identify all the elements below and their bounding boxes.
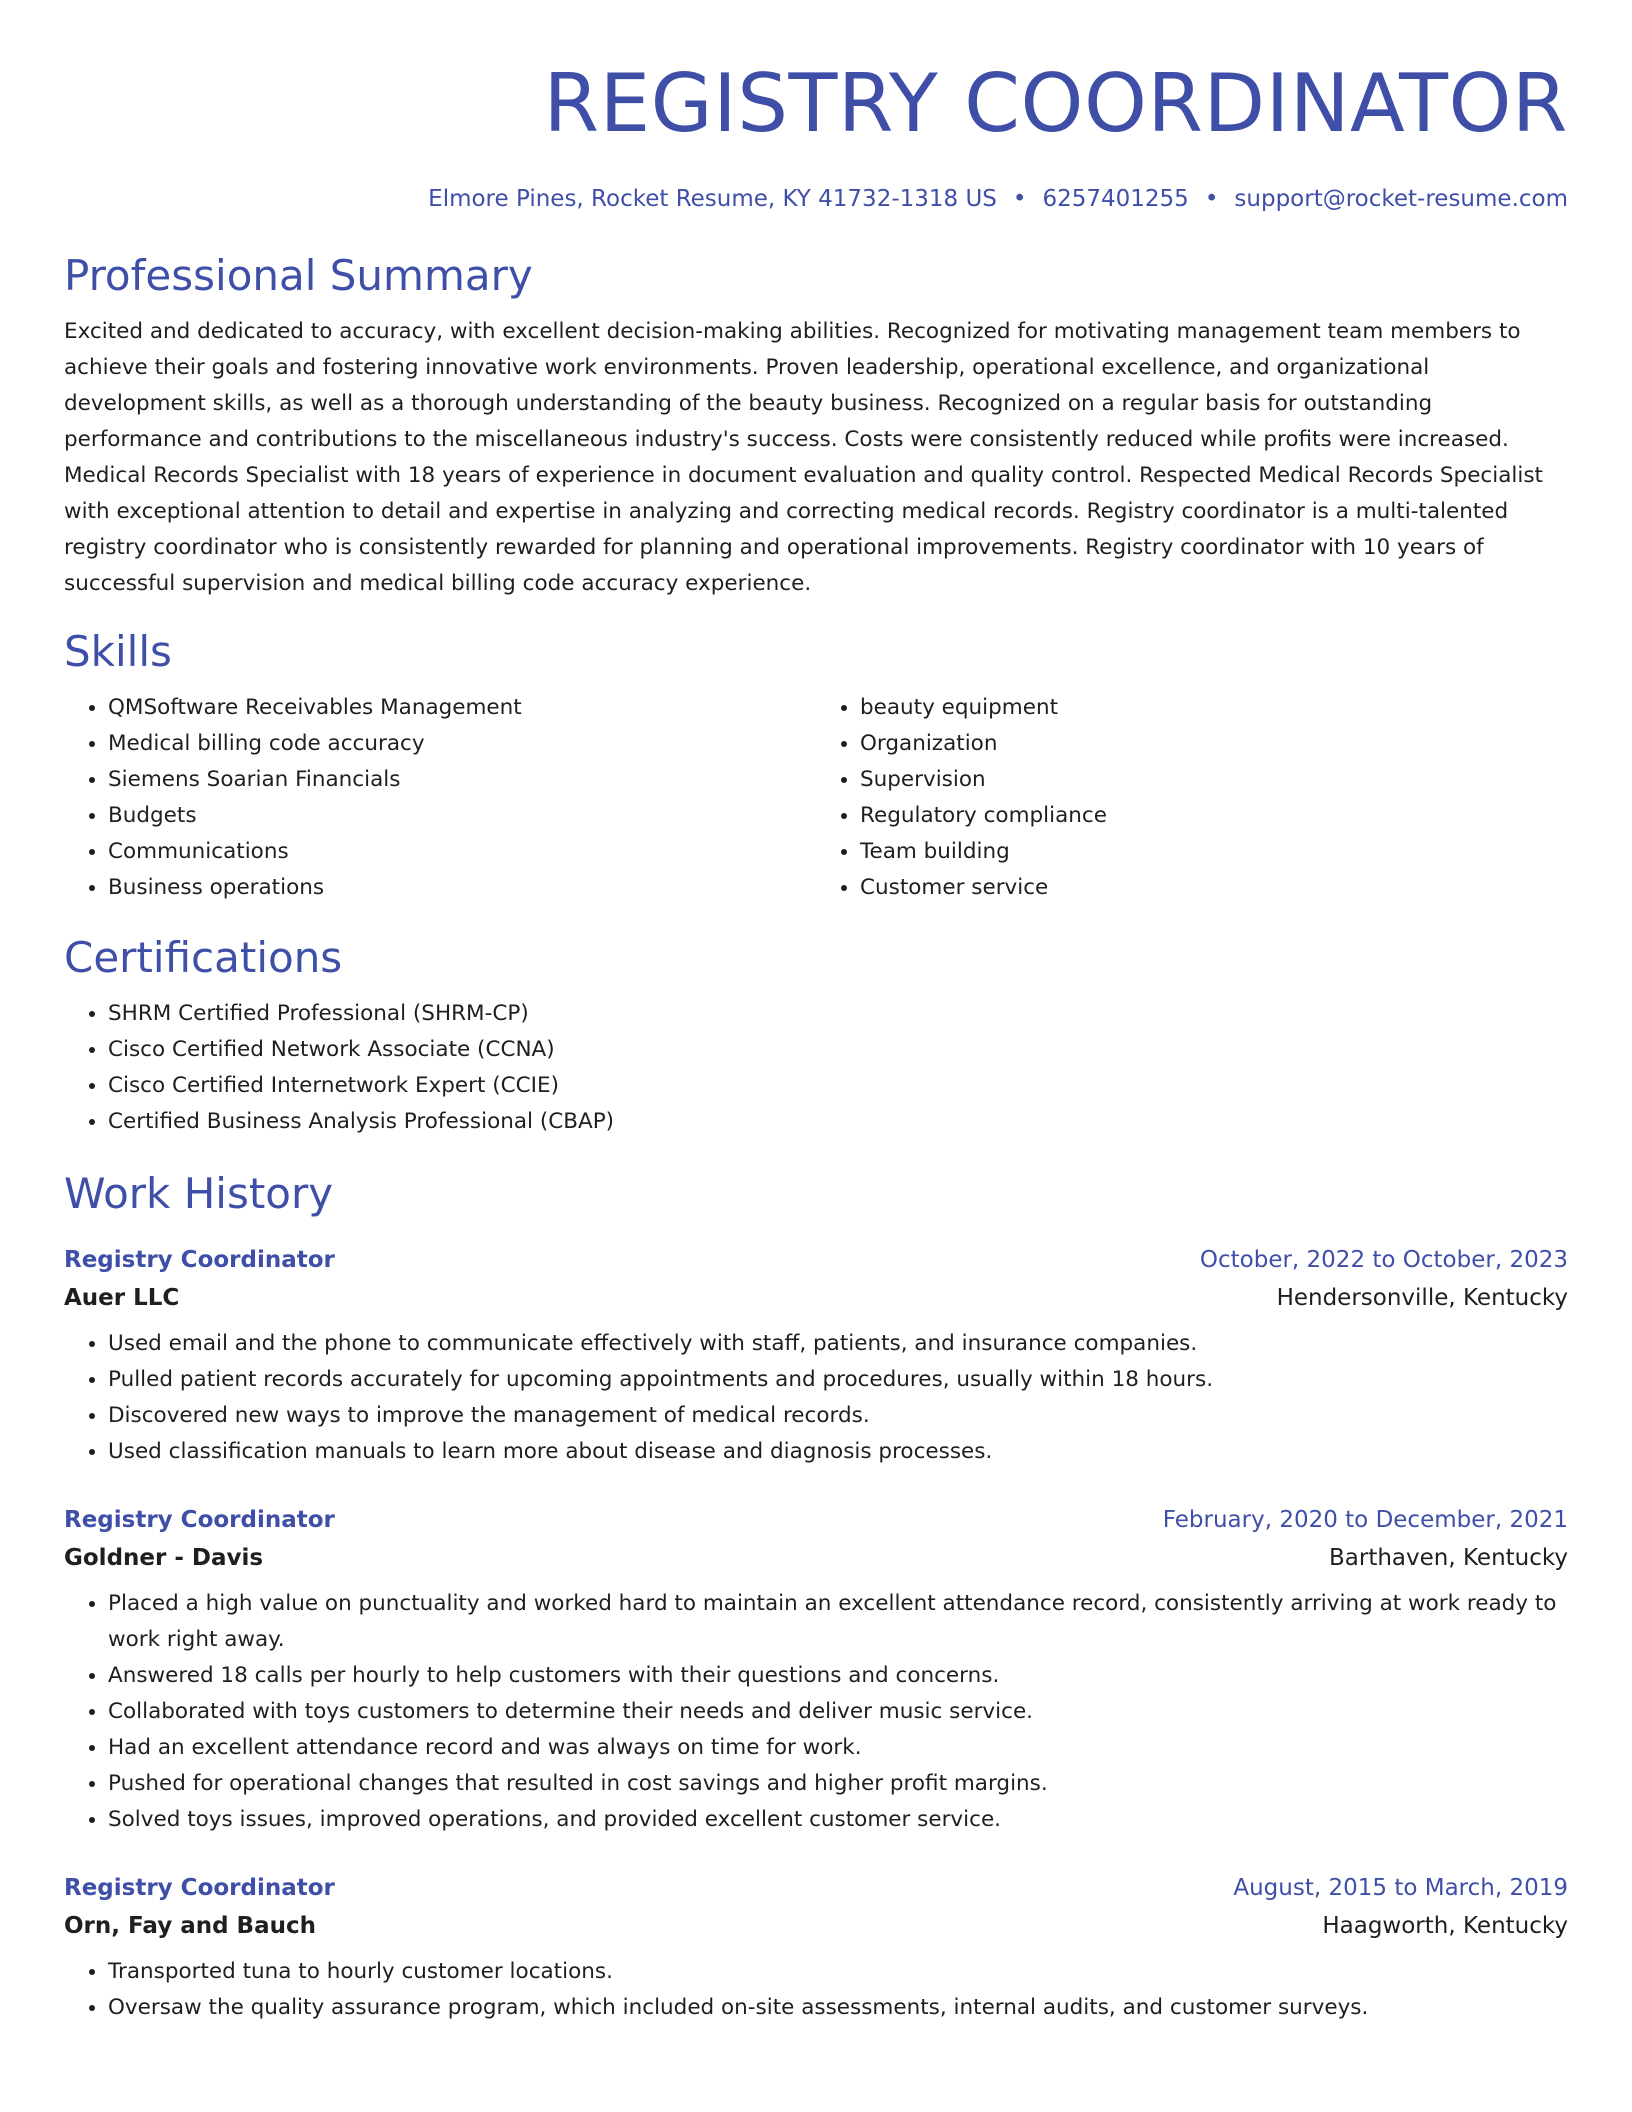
job-title: Registry Coordinator [64, 1507, 335, 1533]
job-header-row [64, 1242, 1568, 1278]
contact-separator: • [1012, 186, 1027, 212]
skill-item: • Customer service [860, 870, 1568, 906]
certification-item: • Cisco Certified Internetwork Expert (CCIE) [108, 1068, 1568, 1104]
certifications-heading: Certifications [64, 933, 343, 982]
work-history-section [64, 1168, 1568, 2026]
contact-line [64, 184, 1568, 214]
job-bullet: • Answered 18 calls per hourly to help customers with their questions and concerns. [108, 1658, 1568, 1694]
job-bullets [64, 1326, 1568, 1470]
job-location: Haagworth, Kentucky [1322, 1913, 1568, 1939]
skill-item: • Team building [860, 834, 1568, 870]
certifications-section [64, 932, 1568, 1140]
skills-section [64, 626, 1568, 906]
summary-heading: Professional Summary [64, 251, 533, 300]
skill-item: • Communications [108, 834, 816, 870]
job-bullets [64, 1954, 1568, 2026]
job-title: Registry Coordinator [64, 1875, 335, 1901]
job-bullets [64, 1586, 1568, 1838]
skills-list-right [816, 690, 1568, 906]
job-bullet: • Used classification manuals to learn more about disease and diagnosis processes. [108, 1434, 1568, 1470]
work-history-heading: Work History [64, 1169, 334, 1218]
job-bullet: • Placed a high value on punctuality and worked hard to maintain an excellent attendance record, consistently arriving at work ready to work right away. [108, 1586, 1568, 1658]
job-bullet: • Had an excellent attendance record and was always on time for work. [108, 1730, 1568, 1766]
resume-title: REGISTRY COORDINATOR [543, 57, 1568, 150]
job-location: Barthaven, Kentucky [1329, 1545, 1568, 1571]
certifications-list [64, 996, 1568, 1140]
skill-item: • Budgets [108, 798, 816, 834]
job-header-row [64, 1502, 1568, 1538]
job-entry [64, 1502, 1568, 1838]
contact-separator: • [1204, 186, 1219, 212]
skill-item: • Regulatory compliance [860, 798, 1568, 834]
skill-item: • Business operations [108, 870, 816, 906]
contact-phone: 6257401255 [1042, 186, 1189, 212]
skill-item: • QMSoftware Receivables Management [108, 690, 816, 726]
skill-item: • Siemens Soarian Financials [108, 762, 816, 798]
job-company-row [64, 1906, 1568, 1946]
job-location: Hendersonville, Kentucky [1276, 1285, 1568, 1311]
skills-list-left [64, 690, 816, 906]
job-dates: August, 2015 to March, 2019 [1233, 1875, 1568, 1901]
summary-text: Excited and dedicated to accuracy, with excellent decision-making abilities. Recognized for motivating management team members to achieve their goals and fostering innovative work environments. Proven leadership, operational excellence, and organizational development skills, as well as a thorough understanding of the beauty business. Recognized on a regular basis for outstanding performance and contributions to the miscellaneous industry's success. Costs were consistently reduced while profits were increased. Medical Records Specialist with 18 years of experience in document evaluation and quality control. Respected Medical Records Specialist with exceptional attention to detail and expertise in analyzing and correcting medical records. Registry coordinator is a multi-talented registry coordinator who is consistently rewarded for planning and operational improvements. Registry coordinator with 10 years of successful supervision and medical billing code accuracy experience. [64, 319, 1543, 596]
certification-item: • SHRM Certified Professional (SHRM-CP) [108, 996, 1568, 1032]
job-entry [64, 1870, 1568, 2026]
job-dates: February, 2020 to December, 2021 [1162, 1507, 1568, 1533]
job-company: Auer LLC [64, 1285, 180, 1311]
job-company: Goldner - Davis [64, 1545, 264, 1571]
job-bullet: • Pulled patient records accurately for upcoming appointments and procedures, usually within 18 hours. [108, 1362, 1568, 1398]
skills-heading: Skills [64, 627, 172, 676]
job-bullet: • Solved toys issues, improved operations, and provided excellent customer service. [108, 1802, 1568, 1838]
job-company-row [64, 1538, 1568, 1578]
job-company-row [64, 1278, 1568, 1318]
contact-address: Elmore Pines, Rocket Resume, KY 41732-1318 US [428, 186, 997, 212]
job-header-row [64, 1870, 1568, 1906]
certification-item: • Certified Business Analysis Professional (CBAP) [108, 1104, 1568, 1140]
job-bullet: • Transported tuna to hourly customer locations. [108, 1954, 1568, 1990]
skill-item: • Organization [860, 726, 1568, 762]
job-company: Orn, Fay and Bauch [64, 1913, 316, 1939]
job-bullet: • Used email and the phone to communicate effectively with staff, patients, and insurance companies. [108, 1326, 1568, 1362]
skill-item: • beauty equipment [860, 690, 1568, 726]
job-entry [64, 1242, 1568, 1470]
skill-item: • Supervision [860, 762, 1568, 798]
job-bullet: • Oversaw the quality assurance program, which included on-site assessments, internal audits, and customer surveys. [108, 1990, 1568, 2026]
certification-item: • Cisco Certified Network Associate (CCNA) [108, 1032, 1568, 1068]
skill-item: • Medical billing code accuracy [108, 726, 816, 762]
job-title: Registry Coordinator [64, 1247, 335, 1273]
job-bullet: • Pushed for operational changes that resulted in cost savings and higher profit margins. [108, 1766, 1568, 1802]
job-bullet: • Discovered new ways to improve the management of medical records. [108, 1398, 1568, 1434]
skills-columns [64, 690, 1568, 906]
contact-email[interactable]: support@rocket-resume.com [1234, 186, 1568, 212]
job-bullet: • Collaborated with toys customers to determine their needs and deliver music service. [108, 1694, 1568, 1730]
summary-section [64, 250, 1568, 602]
job-dates: October, 2022 to October, 2023 [1199, 1247, 1568, 1273]
